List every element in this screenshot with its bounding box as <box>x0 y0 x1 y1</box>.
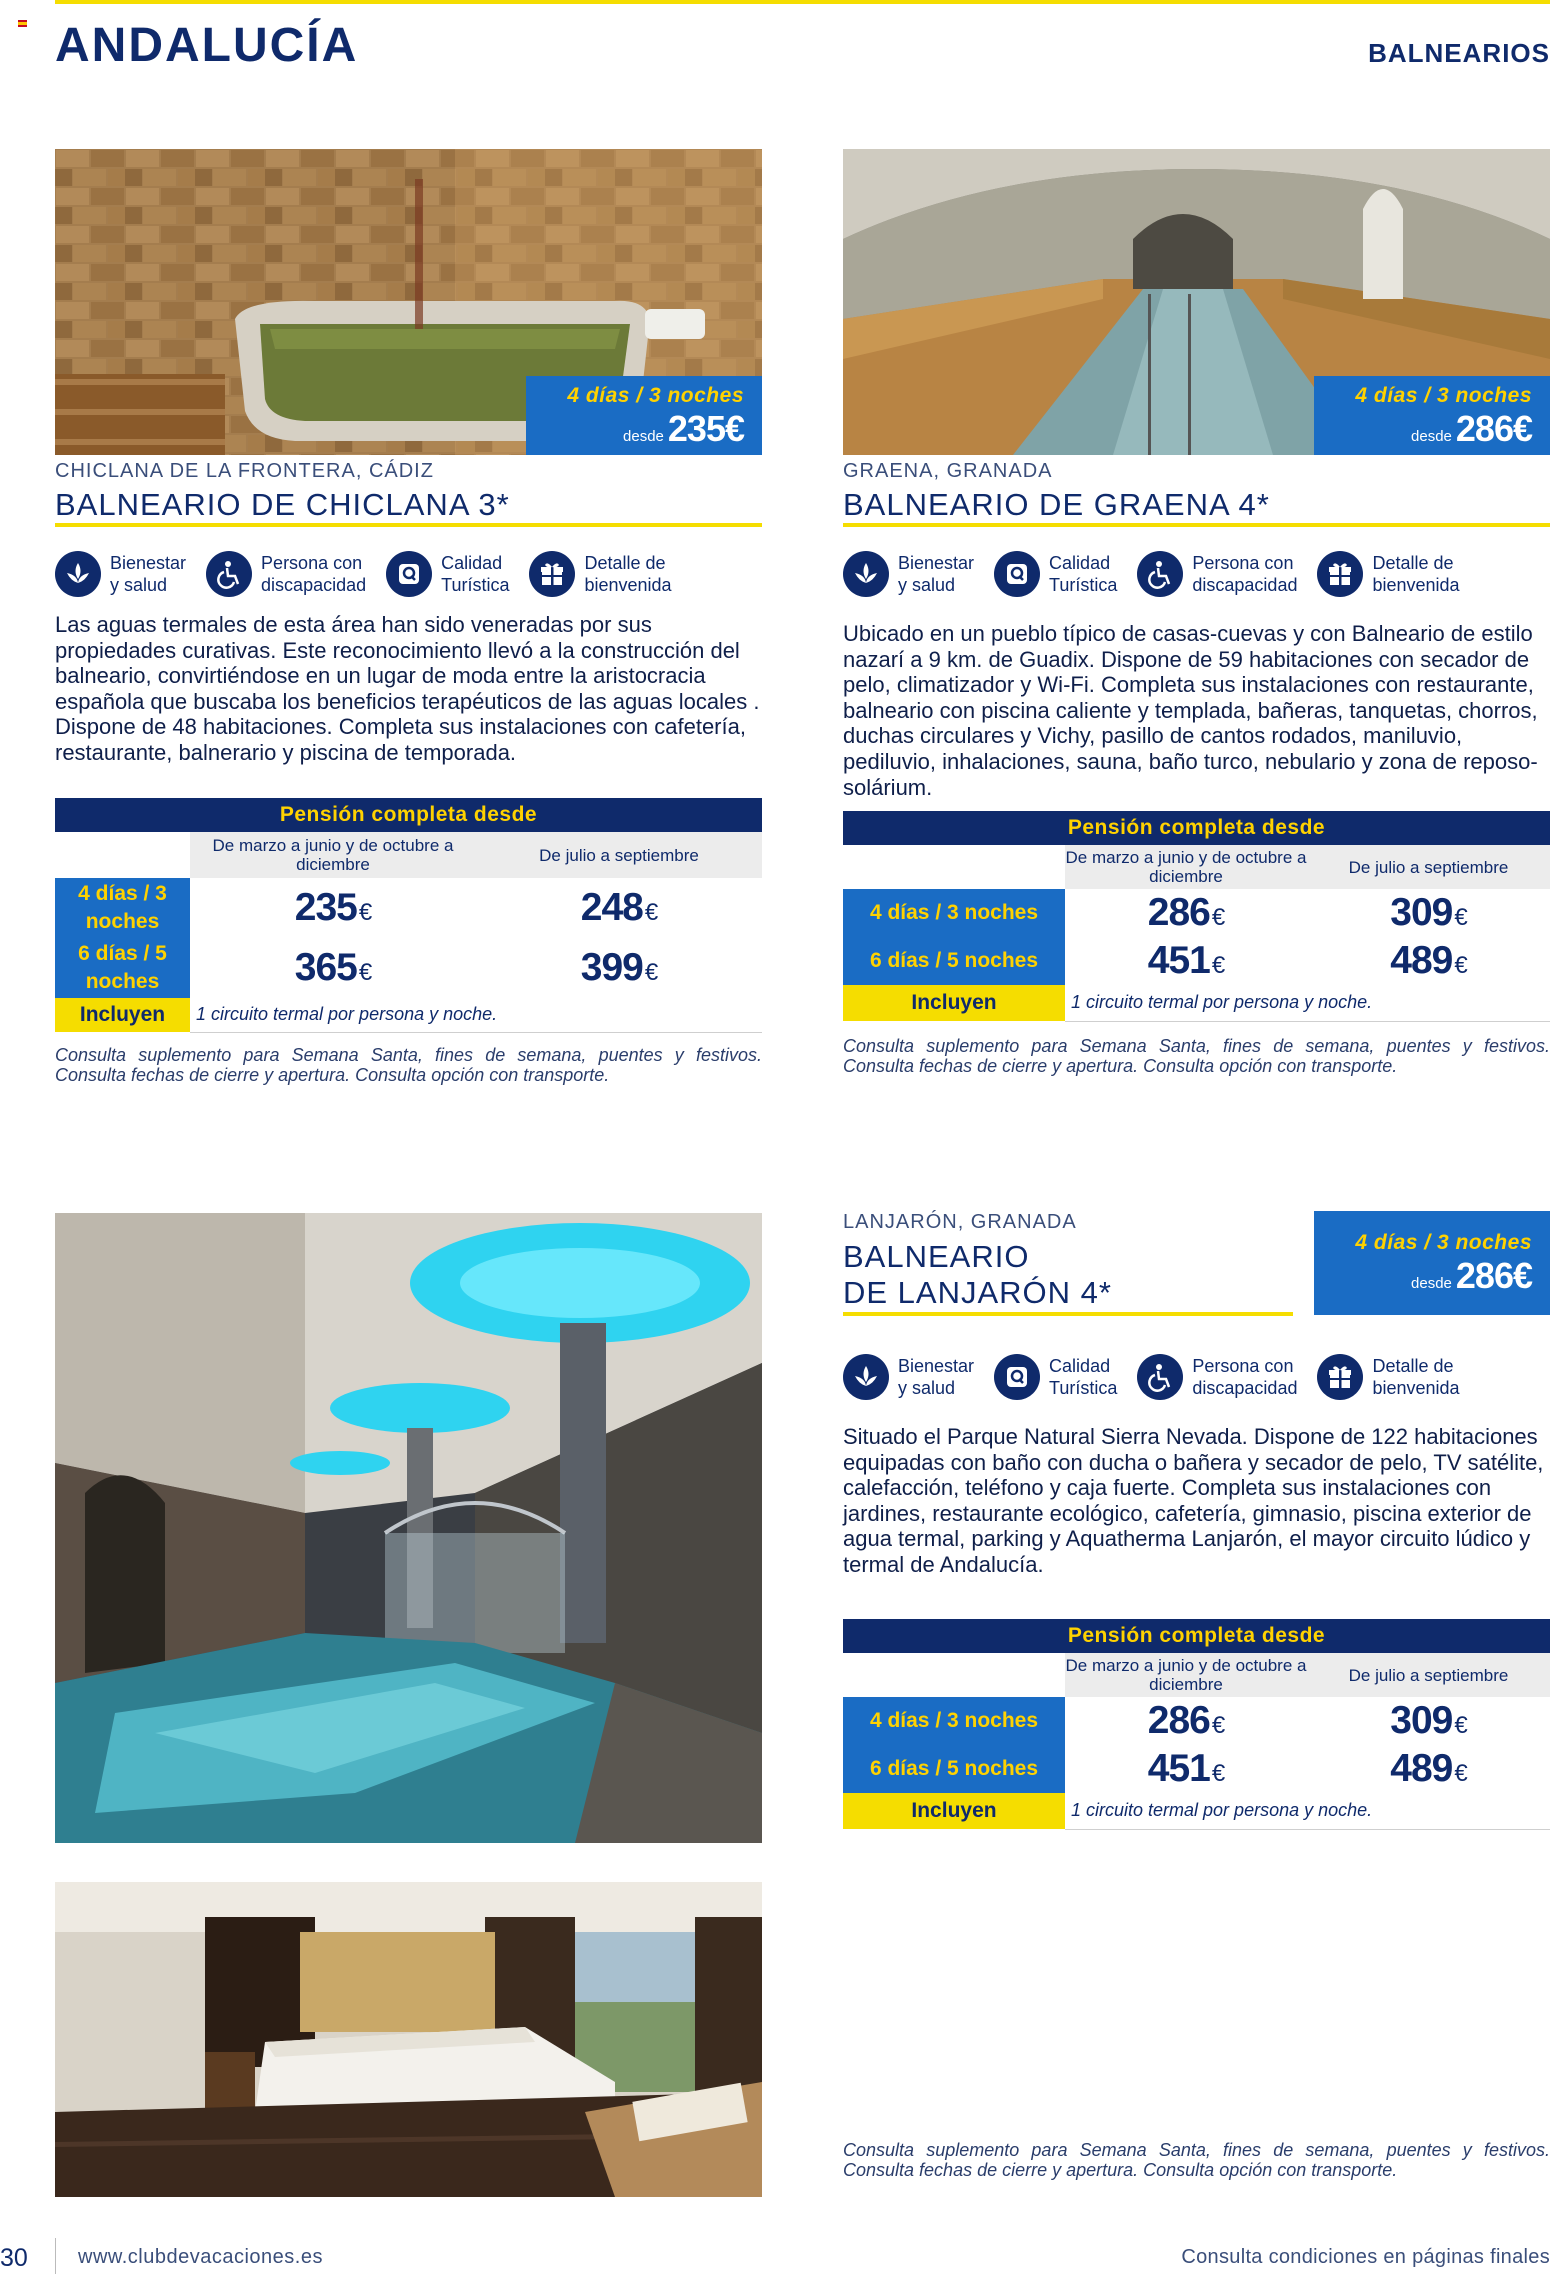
hotel-description: Situado el Parque Natural Sierra Nevada. Dispone de 122 habitaciones equipadas con baño con ducha o bañera y secador de pelo, TV satélite, calefacción, teléfono y caja fuerte. Completa sus instalaciones con jardines, restaurante ecológico, cafetería, gimnasio, piscina exterior de agua termal, parking y Aquatherma Lanjarón, el mayor circuito lúdico y termal de Andalucía. <box>843 1424 1544 1577</box>
hotel-location: GRAENA, GRANADA <box>843 460 1053 482</box>
lanjaron-room-photo <box>55 1882 762 2197</box>
features-row <box>55 551 692 597</box>
table-title: Pensión completa desde <box>843 1619 1550 1653</box>
column-header: De julio a septiembre <box>1307 845 1550 889</box>
feature-accessibility: Persona con discapacidad <box>1137 551 1297 597</box>
features-row <box>843 551 1480 597</box>
spain-flag-icon <box>18 20 27 27</box>
feature-gift: Detalle de bienvenida <box>1317 551 1459 597</box>
hotel-name: BALNEARIO DE LANJARÓN 4* <box>843 1239 1112 1310</box>
hotel-description: Las aguas termales de esta área han sido veneradas por sus propiedades curativas. Este reconocimiento llevó a la construcción del balneario, convirtiéndose en un lugar de moda entre la aristocracia española que buscaba los beneficios terapéuticos de las aguas locales . Dispone de 48 habitaciones. Completa sus instalaciones con cafetería, restaurante, balnerario y piscina de temporada. <box>55 612 760 765</box>
feature-wellness: Bienestar y salud <box>843 1354 974 1400</box>
table-row: 4 días / 3 noches 286€ 309€ <box>843 889 1550 937</box>
price-table-chiclana <box>55 798 762 1033</box>
table-row: 4 días / 3 noches 286€ 309€ <box>843 1697 1550 1745</box>
hotel-location: LANJARÓN, GRANADA <box>843 1211 1077 1233</box>
page-number: 30 <box>0 2244 28 2272</box>
feature-accessibility: Persona con discapacidad <box>1137 1354 1297 1400</box>
feature-quality: Calidad Turística <box>994 1354 1117 1400</box>
column-header: De marzo a junio y de octubre a diciembre <box>1065 845 1307 889</box>
gift-icon <box>529 551 575 597</box>
price-badge-chiclana: 4 días / 3 noches desde 235€ <box>526 376 762 455</box>
wheelchair-icon <box>1137 1354 1183 1400</box>
wellness-icon <box>843 1354 889 1400</box>
price-badge-lanjaron: 4 días / 3 noches desde 286€ <box>1314 1211 1550 1315</box>
hotel-note: Consulta suplemento para Semana Santa, fines de semana, puentes y festivos. Consulta fechas de cierre y apertura. Consulta opción con transporte. <box>843 1036 1550 1076</box>
hotel-name-rule <box>843 523 1550 527</box>
column-header: De marzo a junio y de octubre a diciembre <box>190 832 476 878</box>
hotel-description: Ubicado en un pueblo típico de casas-cuevas y con Balneario de estilo nazarí a 9 km. de Guadix. Dispone de 59 habitaciones con secador de pelo, climatizador y Wi-Fi. Completa sus instalaciones con restaurante, balneario con piscina caliente y templada, bañeras, tanquetas, chorros, duchas circulares y Vichy, pasillo de cantos rodados, maniluvio, pediluvio, inhalaciones, sauna, baño turco, nebulario y zona de reposo-solárium. <box>843 621 1538 800</box>
wheelchair-icon <box>1137 551 1183 597</box>
table-title: Pensión completa desde <box>55 798 762 832</box>
hotel-name-rule <box>843 1312 1293 1316</box>
wellness-icon <box>843 551 889 597</box>
includes-label: Incluyen <box>55 998 190 1032</box>
features-row <box>843 1354 1480 1400</box>
column-header: De julio a septiembre <box>1307 1653 1550 1697</box>
column-header: De julio a septiembre <box>476 832 762 878</box>
hotel-location: CHICLANA DE LA FRONTERA, CÁDIZ <box>55 460 434 482</box>
top-accent-line <box>55 0 1550 4</box>
table-title: Pensión completa desde <box>843 811 1550 845</box>
price-table-graena <box>843 811 1550 1022</box>
footer-divider <box>55 2238 56 2274</box>
hotel-name: BALNEARIO DE GRAENA 4* <box>843 487 1270 522</box>
feature-wellness: Bienestar y salud <box>843 551 974 597</box>
quality-q-icon <box>994 551 1040 597</box>
feature-wellness: Bienestar y salud <box>55 551 186 597</box>
includes-text: 1 circuito termal por persona y noche. <box>1065 985 1550 1021</box>
hotel-name: BALNEARIO DE CHICLANA 3* <box>55 487 510 522</box>
table-row: 6 días / 5 noches 451€ 489€ <box>843 937 1550 985</box>
quality-q-icon <box>386 551 432 597</box>
feature-quality: Calidad Turística <box>386 551 509 597</box>
gift-icon <box>1317 1354 1363 1400</box>
price-table-lanjaron <box>843 1619 1550 1830</box>
feature-gift: Detalle de bienvenida <box>1317 1354 1459 1400</box>
feature-accessibility: Persona con discapacidad <box>206 551 366 597</box>
hotel-note: Consulta suplemento para Semana Santa, fines de semana, puentes y festivos. Consulta fechas de cierre y apertura. Consulta opción con transporte. <box>55 1045 762 1085</box>
quality-q-icon <box>994 1354 1040 1400</box>
includes-label: Incluyen <box>843 1793 1065 1829</box>
includes-text: 1 circuito termal por persona y noche. <box>1065 1793 1550 1829</box>
page-title: ANDALUCÍA <box>55 19 359 72</box>
column-header: De marzo a junio y de octubre a diciembre <box>1065 1653 1307 1697</box>
lanjaron-spa-photo <box>55 1213 762 1843</box>
includes-text: 1 circuito termal por persona y noche. <box>190 998 762 1032</box>
table-row: 6 días / 5 noches 365€ 399€ <box>55 938 762 998</box>
includes-label: Incluyen <box>843 985 1065 1021</box>
section-tag: BALNEARIOS <box>1368 38 1550 68</box>
website-link[interactable]: www.clubdevacaciones.es <box>78 2246 323 2268</box>
table-row: 6 días / 5 noches 451€ 489€ <box>843 1745 1550 1793</box>
hotel-name-rule <box>55 523 762 527</box>
gift-icon <box>1317 551 1363 597</box>
price-badge-graena: 4 días / 3 noches desde 286€ <box>1314 376 1550 455</box>
wheelchair-icon <box>206 551 252 597</box>
table-row: 4 días / 3 noches 235€ 248€ <box>55 878 762 938</box>
hotel-note: Consulta suplemento para Semana Santa, fines de semana, puentes y festivos. Consulta fechas de cierre y apertura. Consulta opción con transporte. <box>843 2140 1550 2180</box>
wellness-icon <box>55 551 101 597</box>
feature-gift: Detalle de bienvenida <box>529 551 671 597</box>
feature-quality: Calidad Turística <box>994 551 1117 597</box>
conditions-note: Consulta condiciones en páginas finales <box>1181 2246 1550 2268</box>
